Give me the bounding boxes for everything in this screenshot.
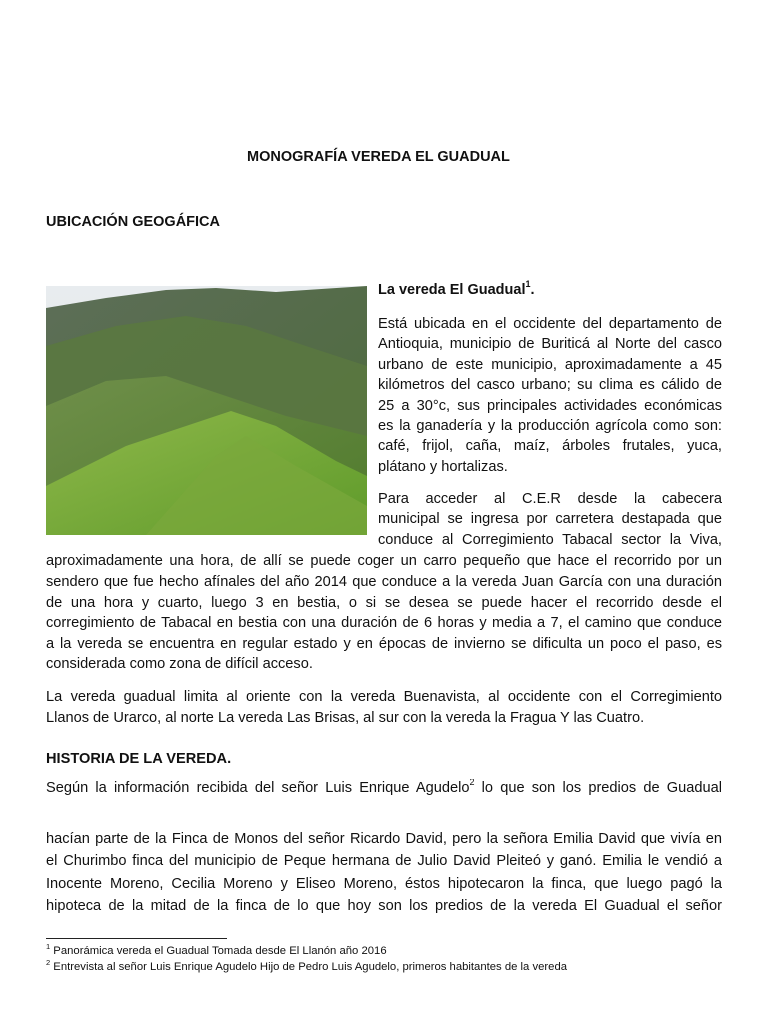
text-line: 25 a 30°c, sus principales actividades económicas bbox=[378, 398, 722, 414]
text-line: el Churimbo finca del municipio de Peque hermana de Julio David Pleiteó y ganó. Emilia le vendió a bbox=[46, 853, 722, 869]
text-line: Inocente Moreno, Cecilia Moreno y Eliseo Moreno, éstos hipotecaron la finca, que luego pagó la bbox=[46, 876, 722, 892]
footnote-number: 1 bbox=[46, 942, 51, 951]
text-line: Antioquia, municipio de Buriticá al Norte del casco bbox=[378, 336, 722, 352]
footnote-separator bbox=[46, 938, 227, 939]
text-line: urbano de este municipio, aproximadamente a 45 bbox=[378, 357, 722, 373]
text-line: Llanos de Urarco, al norte La vereda Las Brisas, al sur con la vereda la Fragua Y las Cuatro. bbox=[46, 710, 645, 726]
text-line: café, frijol, caña, maíz, árboles frutales, yuca, bbox=[378, 438, 722, 454]
section-heading-location: UBICACIÓN GEOGÁFICA bbox=[46, 214, 220, 230]
text-line: kilómetros del casco urbano; su clima es cálido de bbox=[378, 377, 722, 393]
subtitle-period: . bbox=[530, 282, 535, 298]
text-line: considerada como zona de difícil acceso. bbox=[46, 656, 313, 672]
text-line: sendero que fue hecho afínales del año 2014 que conduce a la vereda Juan García con una duración bbox=[46, 574, 722, 590]
photo-subtitle bbox=[378, 279, 535, 298]
text-line: municipal se ingresa por carretera destapada que bbox=[378, 511, 722, 527]
text-line bbox=[46, 779, 722, 801]
text-line: conduce al Corregimiento Tabacal sector la Viva, bbox=[378, 532, 722, 548]
section-heading-history: HISTORIA DE LA VEREDA. bbox=[46, 751, 232, 767]
text-line: es la ganadería y la producción agrícola como son: bbox=[378, 418, 722, 434]
line-text: lo que son los predios de Guadual bbox=[474, 780, 722, 796]
text-line: Está ubicada en el occidente del departamento de bbox=[378, 316, 722, 332]
text-line: corregimiento de Tabacal en bestia con una duración de 6 horas y media a 7, el camino que conduce bbox=[46, 615, 722, 631]
text-line: de una hora y cuarto, luego 3 en bestia, o si se desea se puede hacer el recorrido desde el bbox=[46, 595, 722, 611]
text-line: La vereda guadual limita al oriente con la vereda Buenavista, al occidente con el Corregimiento bbox=[46, 689, 722, 705]
text-line: plátano y hortalizas. bbox=[378, 459, 508, 475]
footnote-ref-2[interactable]: 2 bbox=[469, 779, 475, 787]
footnote-number: 2 bbox=[46, 958, 51, 967]
text-line: hipoteca de la mitad de la finca de lo que hoy son los predios de la vereda El Guadual el señor bbox=[46, 898, 722, 914]
footnote-ref-1[interactable]: 1 bbox=[525, 279, 531, 289]
footnote-1 bbox=[46, 942, 387, 957]
text-line: a la vereda se encuentra en regular estado y en épocas de invierno se dificulta un poco el paso, es bbox=[46, 636, 722, 652]
text-line: hacían parte de la Finca de Monos del señor Ricardo David, pero la señora Emilia David que vivía en bbox=[46, 831, 722, 847]
line-text: Según la información recibida del señor Luis Enrique Agudelo bbox=[46, 780, 470, 796]
footnote-2 bbox=[46, 958, 568, 973]
footnote-text: Entrevista al señor Luis Enrique Agudelo Hijo de Pedro Luis Agudelo, primeros habitantes de la vereda bbox=[50, 961, 568, 973]
footnote-text: Panorámica vereda el Guadual Tomada desde El Llanón año 2016 bbox=[50, 945, 387, 957]
text-line: aproximadamente una hora, de allí se puede coger un carro pequeño que hace el recorrido por un bbox=[46, 553, 722, 569]
mountain-panorama-photo bbox=[46, 286, 367, 535]
text-line: Para acceder al C.E.R desde la cabecera bbox=[378, 491, 722, 507]
document-title: MONOGRAFÍA VEREDA EL GUADUAL bbox=[247, 149, 510, 165]
subtitle-text: La vereda El Guadual bbox=[378, 282, 526, 298]
